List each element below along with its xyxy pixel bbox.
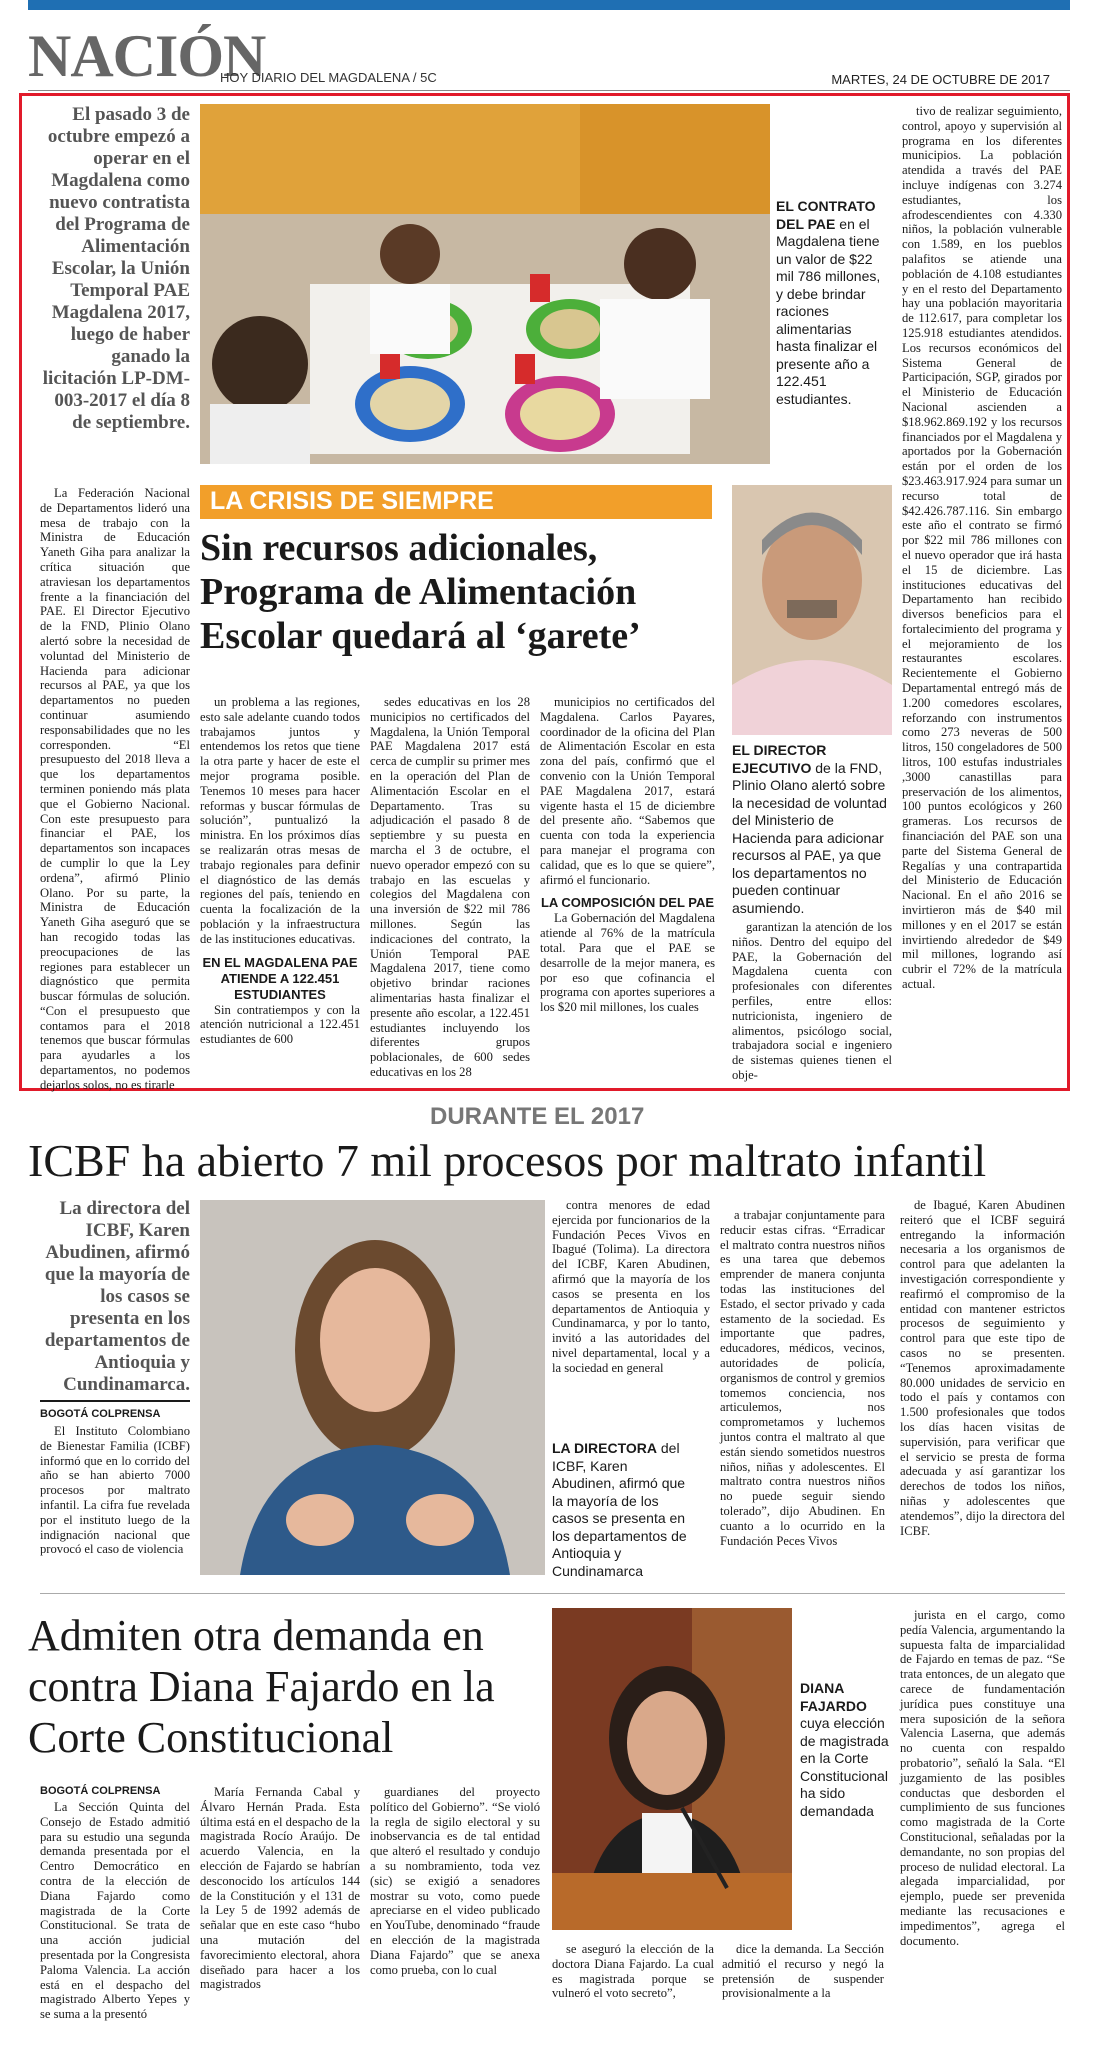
article1-col4 bbox=[540, 695, 715, 1015]
article1-col6 bbox=[902, 104, 1062, 992]
masthead-rule bbox=[28, 90, 1070, 91]
col-subhead: LA COMPOSICIÓN DEL PAE bbox=[540, 895, 715, 911]
body-text: jurista en el cargo, como pedía Valencia, argumentando la supuesta falta de imparcialidad de Fajardo en temas de paz. “Se trata entonces, de un alegato que carece de fundamentación jurídica pues constituye una mera suposición de la señora Valencia Laserna, que además no cuenta con respaldo probatorio”, señaló la Sala. “El juzgamiento de las posibles conductas que desborden el cumplimiento de sus funciones como magistrada de la Corte Constitucional, señaladas por la demandante, no son propias del proceso de nulidad electoral. La alegada imparcialidad, por ejemplo, puede ser prevenida mediante las recusaciones e impedimentos”, agrega el documento. bbox=[900, 1608, 1065, 1948]
article2-headline: ICBF ha abierto 7 mil procesos por maltrato infantil bbox=[28, 1135, 987, 1186]
body-text: de Ibagué, Karen Abudinen reiteró que el ICBF seguirá entregando la información necesaria a los organismos de control para que adelanten la investigación correspondiente y reafirmó el compromiso de la entidad con mantener estrictos procesos de seguimiento y control para que este tipo de casos no se presenten. “Tenemos aproximadamente 80.000 unidades de servicio en todo el país y contamos con 1.500 profesionales que todos los días hacen visitas de supervisión, para verificar que el servicio se presta de forma adecuada y así garantizar los derechos de todos los niños, niñas y adolescentes que atendemos”, dijo la directora del ICBF. bbox=[900, 1198, 1065, 1538]
caption-lead: LA DIRECTORA bbox=[552, 1440, 657, 1456]
caption-text: de la FND, Plinio Olano alertó sobre la necesidad de voluntad del Ministerio de Hacienda para adicionar recursos al PAE, ya que los departamentos no pueden continuar asumiendo. bbox=[732, 759, 887, 916]
article3-col3 bbox=[370, 1785, 540, 1977]
article3-col5 bbox=[722, 1942, 884, 2001]
article1-portrait-caption bbox=[732, 742, 892, 917]
caption-lead: EL CONTRATO DEL PAE bbox=[776, 198, 876, 232]
article3-col2 bbox=[200, 1785, 360, 1992]
icbf-director-illustration bbox=[200, 1200, 545, 1575]
body-text: se aseguró la elección de la doctora Diana Fajardo. La cual es magistrada porque se vulneró el voto secreto”, bbox=[552, 1942, 714, 2001]
article3-photo-caption bbox=[800, 1680, 890, 1820]
article1-kicker: LA CRISIS DE SIEMPRE bbox=[200, 485, 712, 519]
col-subhead: EN EL MAGDALENA PAE ATIENDE A 122.451 ESTUDIANTES bbox=[202, 954, 358, 1002]
body-text: tivo de realizar seguimiento, control, apoyo y supervisión al programa en los diferentes municipios. La población atendida a través del PAE incluye indígenas con 3.274 estudiantes, los afrodescendientes con 4.330 niños, la población vulnerable con 1.589, en los pueblos palafitos se atiende una población de 4.108 estudiantes y en el resto del Departamento hay una población mayoritaria de 112.617, para completar los 125.918 estudiantes atendidos. Los recursos económicos del Sistema General de Participación, SGP, girados por el Ministerio de Educación Nacional ascienden a $18.962.869.192 y los recursos financiados por el Magdalena y aportados por la Gobernación están por el orden de los $23.463.917.924 para sumar un recurso total de $42.426.787.116. Sin embargo este año el contrato se firmó por $22 mil 786 millones con el nuevo operador que irá hasta el 15 de diciembre. Las instituciones educativas del Departamento han recibido diversos beneficios para el fortalecimiento del programa y el mejoramiento de los restaurantes escolares. Recientemente el Gobierno Departamental entregó más de 1.200 comedores escolares, reforzando con instrumentos como 273 neveras de 500 litros, 150 congeladores de 500 litros, 100 estufas industriales ,3000 canastillas para preservación de los alimentos, 100 puntos ecológicos y 260 grameras. Los recursos de financiación del PAE son una parte del Sistema General de Regalías y una contrapartida del Ministerio de Educación Nacional. En el año 2016 se invirtieron más de $40 mil millones y en el 2017 se están invirtiendo alrededor de $49 mil millones, logrando así cubrir el 72% de la matrícula actual. bbox=[902, 104, 1062, 992]
caption-text: en el Magdalena tiene un valor de $22 mil 786 millones, y debe brindar raciones alimentarias hasta finalizar el presente año a 122.451 estudiantes. bbox=[776, 215, 881, 407]
article2-photo-caption bbox=[552, 1440, 692, 1580]
body-text: a trabajar conjuntamente para reducir estas cifras. “Erradicar el maltrato contra nuestros niños es una tarea que debemos emprender de manera conjunta todas las instituciones del Estado, el sector privado y cada estamento de la sociedad. Es importante que padres, educadores, médicos, vecinos, autoridades de policía, organismos de control y gremios tomemos conciencia, nos articulemos, nos comprometamos y luchemos juntos contra el maltrato al que están siendo sometidos nuestros niños, niñas y adolescentes. El maltrato contra nuestros niños no puede seguir siendo tolerado”, dijo Abudinen. En cuanto a lo ocurrido en la Fundación Peces Vivos bbox=[720, 1208, 885, 1548]
byline-rule bbox=[40, 1400, 190, 1402]
article3-col6 bbox=[900, 1608, 1065, 1948]
body-text: municipios no certificados del Magdalena. Carlos Payares, coordinador de la oficina del Plan de Alimentación Escolar en esta zona del país, confirmó que el convenio con la Unión Temporal PAE Magdalena 2017, estará vigente hasta el 15 de diciembre del presente año. “Sabemos que cuenta con toda la experiencia para manejar el programa con calidad, que es lo que se quiere”, afirmó el funcionario. bbox=[540, 695, 715, 887]
article1-col2 bbox=[200, 695, 360, 1047]
caption-text: cuya elección de magistrada en la Corte Constitucional ha sido demandada bbox=[800, 1715, 889, 1819]
article3-byline: BOGOTÁ COLPRENSA bbox=[40, 1785, 161, 1797]
article2-col4 bbox=[900, 1198, 1065, 1538]
caption-lead: EL DIRECTOR EJECUTIVO bbox=[732, 742, 827, 776]
issue-date: MARTES, 24 DE OCTUBRE DE 2017 bbox=[831, 72, 1050, 87]
article1-photo-caption bbox=[776, 198, 886, 408]
body-text: La Gobernación del Magdalena atiende al 76% de la matrícula total. Para que el PAE se desarrolle de la mejor manera, es por eso que cofinancia el programa con aportes superiores a los $20 mil millones, los cuales bbox=[540, 911, 715, 1015]
body-text: El Instituto Colombiano de Bienestar Familia (ICBF) informó que en lo corrido del año se han abierto 7000 procesos por maltrato infantil. La cifra fue revelada por el instituto luego de la indignación nacional que provocó el caso de violencia bbox=[40, 1424, 190, 1557]
article3-col4 bbox=[552, 1942, 714, 2001]
school-lunch-photo bbox=[200, 104, 770, 464]
body-text: La Sección Quinta del Consejo de Estado admitió para su estudio una segunda demanda presentada por el Centro Democrático en contra de la elección de Diana Fajardo como magistrada de la Corte Constitucional. Se trata de una acción judicial presentada por la Congresista Paloma Valencia. La acción está en el despacho del magistrado Alberto Yepes y se suma a la presentó bbox=[40, 1800, 190, 2022]
body-text: sedes educativas en los 28 municipios no certificados del Magdalena, la Unión Temporal PAE Magdalena 2017 está cerca de cumplir su primer mes en la operación del Plan de Alimentación Escolar en el Departamento. Tras su adjudicación el pasado 8 de septiembre y su puesta en marcha el 3 de octubre, el nuevo operador empezó con su trabajo en las escuelas y colegios del Magdalena con una inversión de $22 mil 786 millones. Según las indicaciones del contrato, la Unión Temporal PAE Magdalena 2017, tiene como objetivo brindar raciones alimentarias hasta finalizar el presente año escolar, a 122.451 estudiantes incluyendo los diferentes grupos poblacionales, de 600 sedes educativas en los 28 bbox=[370, 695, 530, 1079]
article1-col3 bbox=[370, 695, 530, 1080]
article-divider bbox=[40, 1593, 1065, 1594]
caption-lead: DIANA FAJARDO bbox=[800, 1680, 867, 1714]
body-text: María Fernanda Cabal y Álvaro Hernán Prada. Esta última está en el despacho de la magistrada Rocío Araújo. De acuerdo Valencia, en la elección de Fajardo se habrían desconocido los artículos 144 de la Constitución y el 131 de la Ley 5 de 1992 además de señalar que en este caso “hubo una mutación del favorecimiento electoral, ahora diseñado para hacer a los magistrados bbox=[200, 1785, 360, 1992]
article1-headline: Sin recursos adicionales, Programa de Alimentación Escolar quedará al ‘garete’ bbox=[200, 527, 641, 657]
body-text: contra menores de edad ejercida por funcionarios de la Fundación Peces Vivos en Ibagué (Tolima). La directora del ICBF, Karen Abudinen, afirmó que la mayoría de los casos se presenta en los departamentos de Antioquia y Cundinamarca, y por lo tanto, invitó a las autoridades del nivel departamental, local y a la sociedad en general bbox=[552, 1198, 710, 1375]
top-accent-bar bbox=[28, 0, 1070, 10]
article3-col1 bbox=[40, 1800, 190, 2022]
diana-fajardo-photo bbox=[552, 1608, 792, 1930]
icbf-director-photo bbox=[200, 1200, 545, 1575]
caption-text: del ICBF, Karen Abudinen, afirmó que la mayoría de los casos se presenta en los departamentos de Antioquia y Cundinamarca bbox=[552, 1440, 687, 1579]
article1-deck: El pasado 3 de octubre empezó a operar en el Magdalena como nuevo contratista del Programa de Alimentación Escolar, la Unión Temporal PAE Magdalena 2017, luego de haber ganado la licitación LP-DM-003-2017 el día 8 de septiembre. bbox=[42, 104, 190, 433]
body-text: un problema a las regiones, esto sale adelante cuando todos trabajamos juntos y entendemos los retos que tiene la otra parte y hacer de este el mejor programa posible. Tenemos 10 meses para hacer reformas y buscar fórmulas de solución”, puntualizó la ministra. En los próximos días se realizarán otras mesas de trabajo regionales para definir el diagnóstico de las demás regiones del país, teniendo en cuenta la focalización de la población y la infraestructura de las instituciones educativas. bbox=[200, 695, 360, 946]
section-title: NACIÓN bbox=[28, 23, 266, 89]
body-text: dice la demanda. La Sección admitió el recurso y negó la pretensión de suspender provisionalmente a la bbox=[722, 1942, 884, 2001]
director-portrait-illustration bbox=[732, 485, 892, 735]
body-text: garantizan la atención de los niños. Dentro del equipo del PAE, la Gobernación del Magdalena cuenta con profesionales con diferentes perfiles, entre ellos: nutricionista, ingeniero de alimentos, psicólogo social, trabajadora social e ingeniero de sistemas quienes tienen el obje- bbox=[732, 920, 892, 1082]
article1-col5 bbox=[732, 920, 892, 1083]
article3-headline: Admiten otra demanda en contra Diana Fajardo en la Corte Constitucional bbox=[28, 1611, 495, 1762]
article2-deck: La directora del ICBF, Karen Abudinen, afirmó que la mayoría de los casos se presenta en los departamentos de Antioquia y Cundinamarca. bbox=[44, 1198, 190, 1395]
body-text: guardianes del proyecto político del Gobierno”. “Se violó la regla de sigilo electoral y su inobservancia es de tal entidad que alteró el resultado y condujo a su nombramiento, toda vez (sic) se exigió a senadores mostrar su voto, como puede apreciarse en el video publicado en YouTube, denominado “fraude en elección de la magistrada Diana Fajardo” que se anexa como prueba, con lo cual bbox=[370, 1785, 540, 1977]
article2-kicker: DURANTE EL 2017 bbox=[430, 1103, 645, 1130]
article2-byline: BOGOTÁ COLPRENSA bbox=[40, 1408, 161, 1420]
article2-col1 bbox=[40, 1424, 190, 1557]
body-text: La Federación Nacional de Departamentos lideró una mesa de trabajo con la Ministra de Educación Yaneth Giha para analizar la crítica situación que atraviesan los departamentos frente a la financiación del PAE. El Director Ejecutivo de la FND, Plinio Olano alertó sobre la necesidad de voluntad del Ministerio de Hacienda para adicionar recursos al PAE, ya que los departamentos no pueden continuar asumiendo responsabilidades que no les corresponden. “El presupuesto del 2018 lleva a que los departamentos terminen poniendo más plata que el Gobierno Nacional. Con este presupuesto para financiar el PAE, los departamentos son incapaces de cumplir lo que la Ley ordena”, afirmó Plinio Olano. Por su parte, la Ministra de Educación Yaneth Giha aseguró que se han recogido todas las preocupaciones de las regiones para establecer un diagnóstico que permita buscar fórmulas de solución. “Con el presupuesto que contamos para el 2018 tenemos que buscar fórmulas para ayudarles a los departamentos, no podemos dejarlos solos, no es tirarle bbox=[40, 486, 190, 1092]
body-text: Sin contratiempos y con la atención nutricional a 122.451 estudiantes de 600 bbox=[200, 1002, 360, 1047]
school-lunch-illustration bbox=[200, 104, 770, 464]
article1-col1 bbox=[40, 486, 190, 1093]
article2-col3 bbox=[720, 1208, 885, 1548]
director-portrait bbox=[732, 485, 892, 735]
article2-col2 bbox=[552, 1198, 710, 1376]
diana-fajardo-illustration bbox=[552, 1608, 792, 1930]
newspaper-subtitle: HOY DIARIO DEL MAGDALENA / 5C bbox=[220, 70, 437, 85]
